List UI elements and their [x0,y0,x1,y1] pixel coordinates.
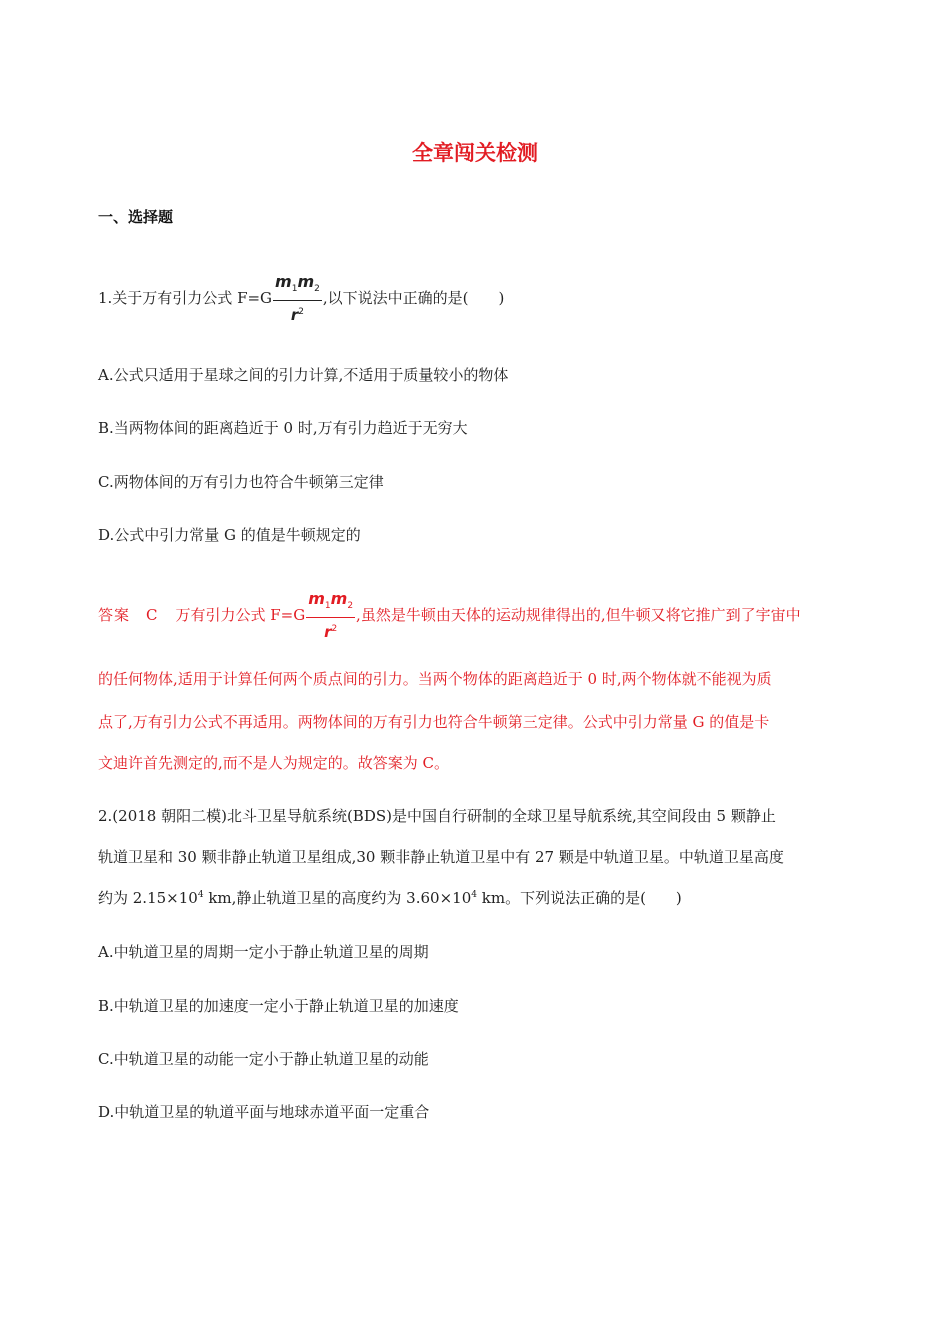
answer-choice: C [146,606,158,625]
section-heading: 一、选择题 [98,208,174,226]
answer-suffix: ,虽然是牛顿由天体的运动规律得出的,但牛顿又将它推广到了宇宙中 [356,606,801,625]
question-1-prefix: 1.关于万有引力公式 F=G [98,289,273,308]
question-2-line-2: 轨道卫星和 30 颗非静止轨道卫星组成,30 颗非静止轨道卫星中有 27 颗是中轨道卫星。中轨道卫星高度 [98,848,784,866]
question-2-line-3: 约为 $2.15\times 10^4$ km,静止轨道卫星的高度约为 $3.60\times 10^4$ km。下列说法正确的是( ) [98,889,682,907]
question-2-option-a: A.中轨道卫星的周期一定小于静止轨道卫星的周期 [98,943,429,961]
answer-formula-fraction: $\frac{m_1m_2}{r^2}$ [308,589,354,642]
page-title: 全章闯关检测 [412,141,538,165]
answer-1-line-2: 的任何物体,适用于计算任何两个质点间的引力。当两个物体的距离趋近于 0 时,两个物体就不能视为质 [98,670,772,688]
answer-1-line-3: 点了,万有引力公式不再适用。两物体间的万有引力也符合牛顿第三定律。公式中引力常量 G 的值是卡 [98,713,770,731]
question-2-line-1: 2.(2018 朝阳二模)北斗卫星导航系统(BDS)是中国自行研制的全球卫星导航系统,其空间段由 5 颗静止 [98,807,776,825]
question-2-option-d: D.中轨道卫星的轨道平面与地球赤道平面一定重合 [98,1103,430,1121]
gravity-formula-fraction: $\frac{m_1m_2}{r^2}$ [275,272,320,325]
answer-prefix: 万有引力公式 F=G [175,606,306,625]
question-2-option-b: B.中轨道卫星的加速度一定小于静止轨道卫星的加速度 [98,997,459,1015]
question-2-option-c: C.中轨道卫星的动能一定小于静止轨道卫星的动能 [98,1050,429,1068]
answer-1-first-line [98,589,801,643]
question-1-option-d: D.公式中引力常量 G 的值是牛顿规定的 [98,526,361,544]
answer-1-line-4: 文迪许首先测定的,而不是人为规定的。故答案为 C。 [98,754,450,772]
answer-label: 答案 [98,606,131,625]
question-1-suffix: ,以下说法中正确的是( ) [322,289,505,308]
question-1-option-b: B.当两物体间的距离趋近于 0 时,万有引力趋近于无穷大 [98,419,468,437]
question-1-stem [98,272,504,326]
question-1-option-c: C.两物体间的万有引力也符合牛顿第三定律 [98,473,384,491]
question-1-option-a: A.公式只适用于星球之间的引力计算,不适用于质量较小的物体 [98,366,509,384]
